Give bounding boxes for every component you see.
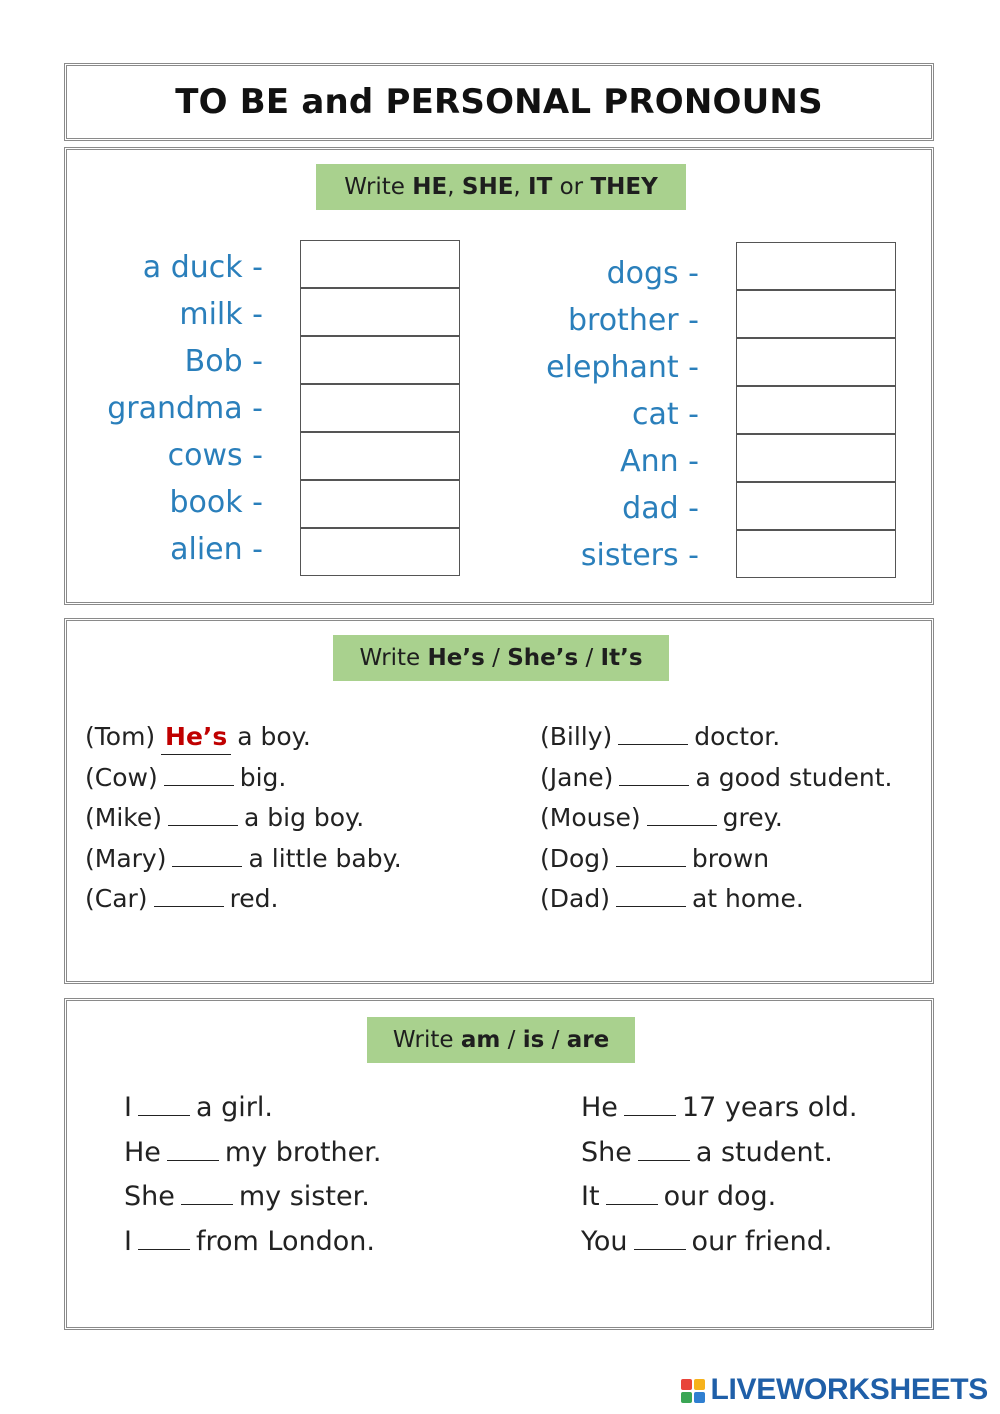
word-label: Ann - (620, 444, 699, 479)
word-label: sisters - (580, 538, 699, 573)
sentence-rest: 17 years old. (681, 1092, 858, 1123)
logo-square (681, 1392, 692, 1403)
logo-square (681, 1379, 692, 1390)
logo-text: LIVEWORKSHEETS (710, 1373, 988, 1406)
answer-box[interactable] (300, 528, 460, 576)
title-frame (64, 63, 934, 141)
sentence-rest: red. (229, 884, 279, 913)
word-label: a duck - (142, 250, 263, 285)
answer-blank[interactable] (172, 842, 242, 867)
answer-blank[interactable] (181, 1180, 233, 1205)
exercise-row (124, 1136, 381, 1170)
answer-box[interactable] (300, 288, 460, 336)
exercise-row (581, 1091, 858, 1125)
answer-box[interactable] (300, 240, 460, 288)
word-label: book - (169, 485, 263, 520)
sentence-rest: a girl. (195, 1092, 273, 1123)
sentence-rest: a student. (695, 1136, 833, 1168)
subject-label: He (581, 1092, 618, 1123)
sentence-rest: big. (239, 762, 287, 792)
answer-box[interactable] (736, 482, 896, 530)
word-label: elephant - (546, 350, 699, 385)
word-label: brother - (567, 303, 699, 338)
exercise-row (581, 1225, 832, 1259)
sentence-rest: doctor. (694, 722, 781, 751)
answer-box[interactable] (300, 384, 460, 432)
answer-box[interactable] (300, 480, 460, 528)
exercise-row (540, 761, 893, 795)
section2-instruction: Write He’s / She’s / It’s (333, 635, 669, 681)
sentence-rest: a big boy. (244, 803, 365, 832)
section-to-be (64, 998, 934, 1330)
answer-box[interactable] (736, 290, 896, 338)
subject-label: (Billy) (540, 722, 613, 751)
section-pronouns (64, 147, 934, 605)
section-contractions (64, 618, 934, 984)
answer-blank[interactable] (168, 801, 238, 826)
answer-blank[interactable] (167, 1136, 219, 1161)
subject-label: (Cow) (85, 762, 158, 792)
subject-label: She (124, 1181, 175, 1213)
sentence-rest: a little baby. (248, 843, 402, 873)
word-label: dad - (622, 491, 699, 526)
filled-answer: He’s (161, 720, 231, 755)
exercise-row (124, 1091, 273, 1125)
subject-label: (Mike) (85, 803, 162, 832)
subject-label: (Mouse) (540, 803, 641, 832)
sentence-rest: our dog. (663, 1181, 777, 1213)
exercise-row (85, 842, 402, 876)
subject-label: She (581, 1136, 632, 1168)
exercise-row (85, 882, 279, 916)
sentence-rest: from London. (195, 1226, 375, 1258)
section1-instruction: Write HE, SHE, IT or THEY (316, 164, 686, 210)
answer-blank[interactable] (638, 1136, 690, 1161)
subject-label: (Car) (85, 884, 148, 913)
answer-box[interactable] (736, 242, 896, 290)
answer-box[interactable] (300, 432, 460, 480)
answer-blank[interactable] (634, 1225, 686, 1250)
exercise-row (124, 1180, 370, 1214)
answer-blank[interactable] (647, 801, 717, 826)
logo-square (694, 1379, 705, 1390)
subject-label: He (124, 1136, 161, 1168)
word-label: milk - (179, 297, 263, 332)
answer-box[interactable] (736, 434, 896, 482)
subject-label: It (581, 1181, 600, 1213)
sentence-rest: at home. (691, 884, 804, 913)
exercise-row (85, 801, 364, 835)
sentence-rest: my sister. (238, 1181, 370, 1213)
word-label: cows - (167, 438, 263, 473)
answer-box[interactable] (736, 338, 896, 386)
page-title: TO BE and PERSONAL PRONOUNS (175, 82, 823, 122)
exercise-row (581, 1136, 833, 1170)
answer-blank[interactable] (154, 882, 224, 907)
answer-blank[interactable] (164, 761, 234, 786)
subject-label: (Dog) (540, 843, 610, 873)
subject-label: (Mary) (85, 843, 167, 873)
subject-label: (Tom) (85, 722, 156, 751)
word-label: cat - (631, 397, 699, 432)
answer-blank[interactable] (619, 761, 689, 786)
answer-blank[interactable] (138, 1091, 190, 1116)
answer-blank[interactable] (624, 1091, 676, 1116)
subject-label: I (124, 1226, 132, 1258)
answer-box[interactable] (736, 386, 896, 434)
exercise-row (540, 720, 780, 754)
logo-square (694, 1392, 705, 1403)
subject-label: You (581, 1226, 628, 1258)
subject-label: (Dad) (540, 884, 610, 913)
answer-blank[interactable] (616, 882, 686, 907)
sentence-rest: a good student. (695, 762, 893, 792)
exercise-row (581, 1180, 776, 1214)
answer-box[interactable] (300, 336, 460, 384)
exercise-row (540, 882, 804, 916)
exercise-row (85, 761, 286, 795)
exercise-row (540, 801, 783, 835)
exercise-row (85, 720, 311, 755)
sentence-rest: my brother. (224, 1136, 382, 1168)
sentence-rest: our friend. (691, 1226, 833, 1258)
subject-label: (Jane) (540, 762, 614, 792)
sentence-rest: grey. (722, 803, 783, 832)
answer-box[interactable] (736, 530, 896, 578)
word-label: alien - (170, 532, 263, 567)
exercise-row (124, 1225, 375, 1259)
answer-blank[interactable] (618, 720, 688, 745)
section3-instruction: Write am / is / are (367, 1017, 635, 1063)
word-label: Bob - (184, 344, 263, 379)
exercise-row (540, 842, 769, 876)
sentence-rest: brown (691, 843, 770, 873)
answer-blank[interactable] (138, 1225, 190, 1250)
answer-blank[interactable] (616, 842, 686, 867)
word-label: dogs - (606, 256, 699, 291)
logo-icon (681, 1377, 707, 1403)
sentence-rest: a boy. (237, 722, 311, 751)
word-label: grandma - (107, 391, 263, 426)
subject-label: I (124, 1092, 132, 1123)
answer-blank[interactable] (606, 1180, 658, 1205)
liveworksheets-logo (681, 1372, 989, 1408)
